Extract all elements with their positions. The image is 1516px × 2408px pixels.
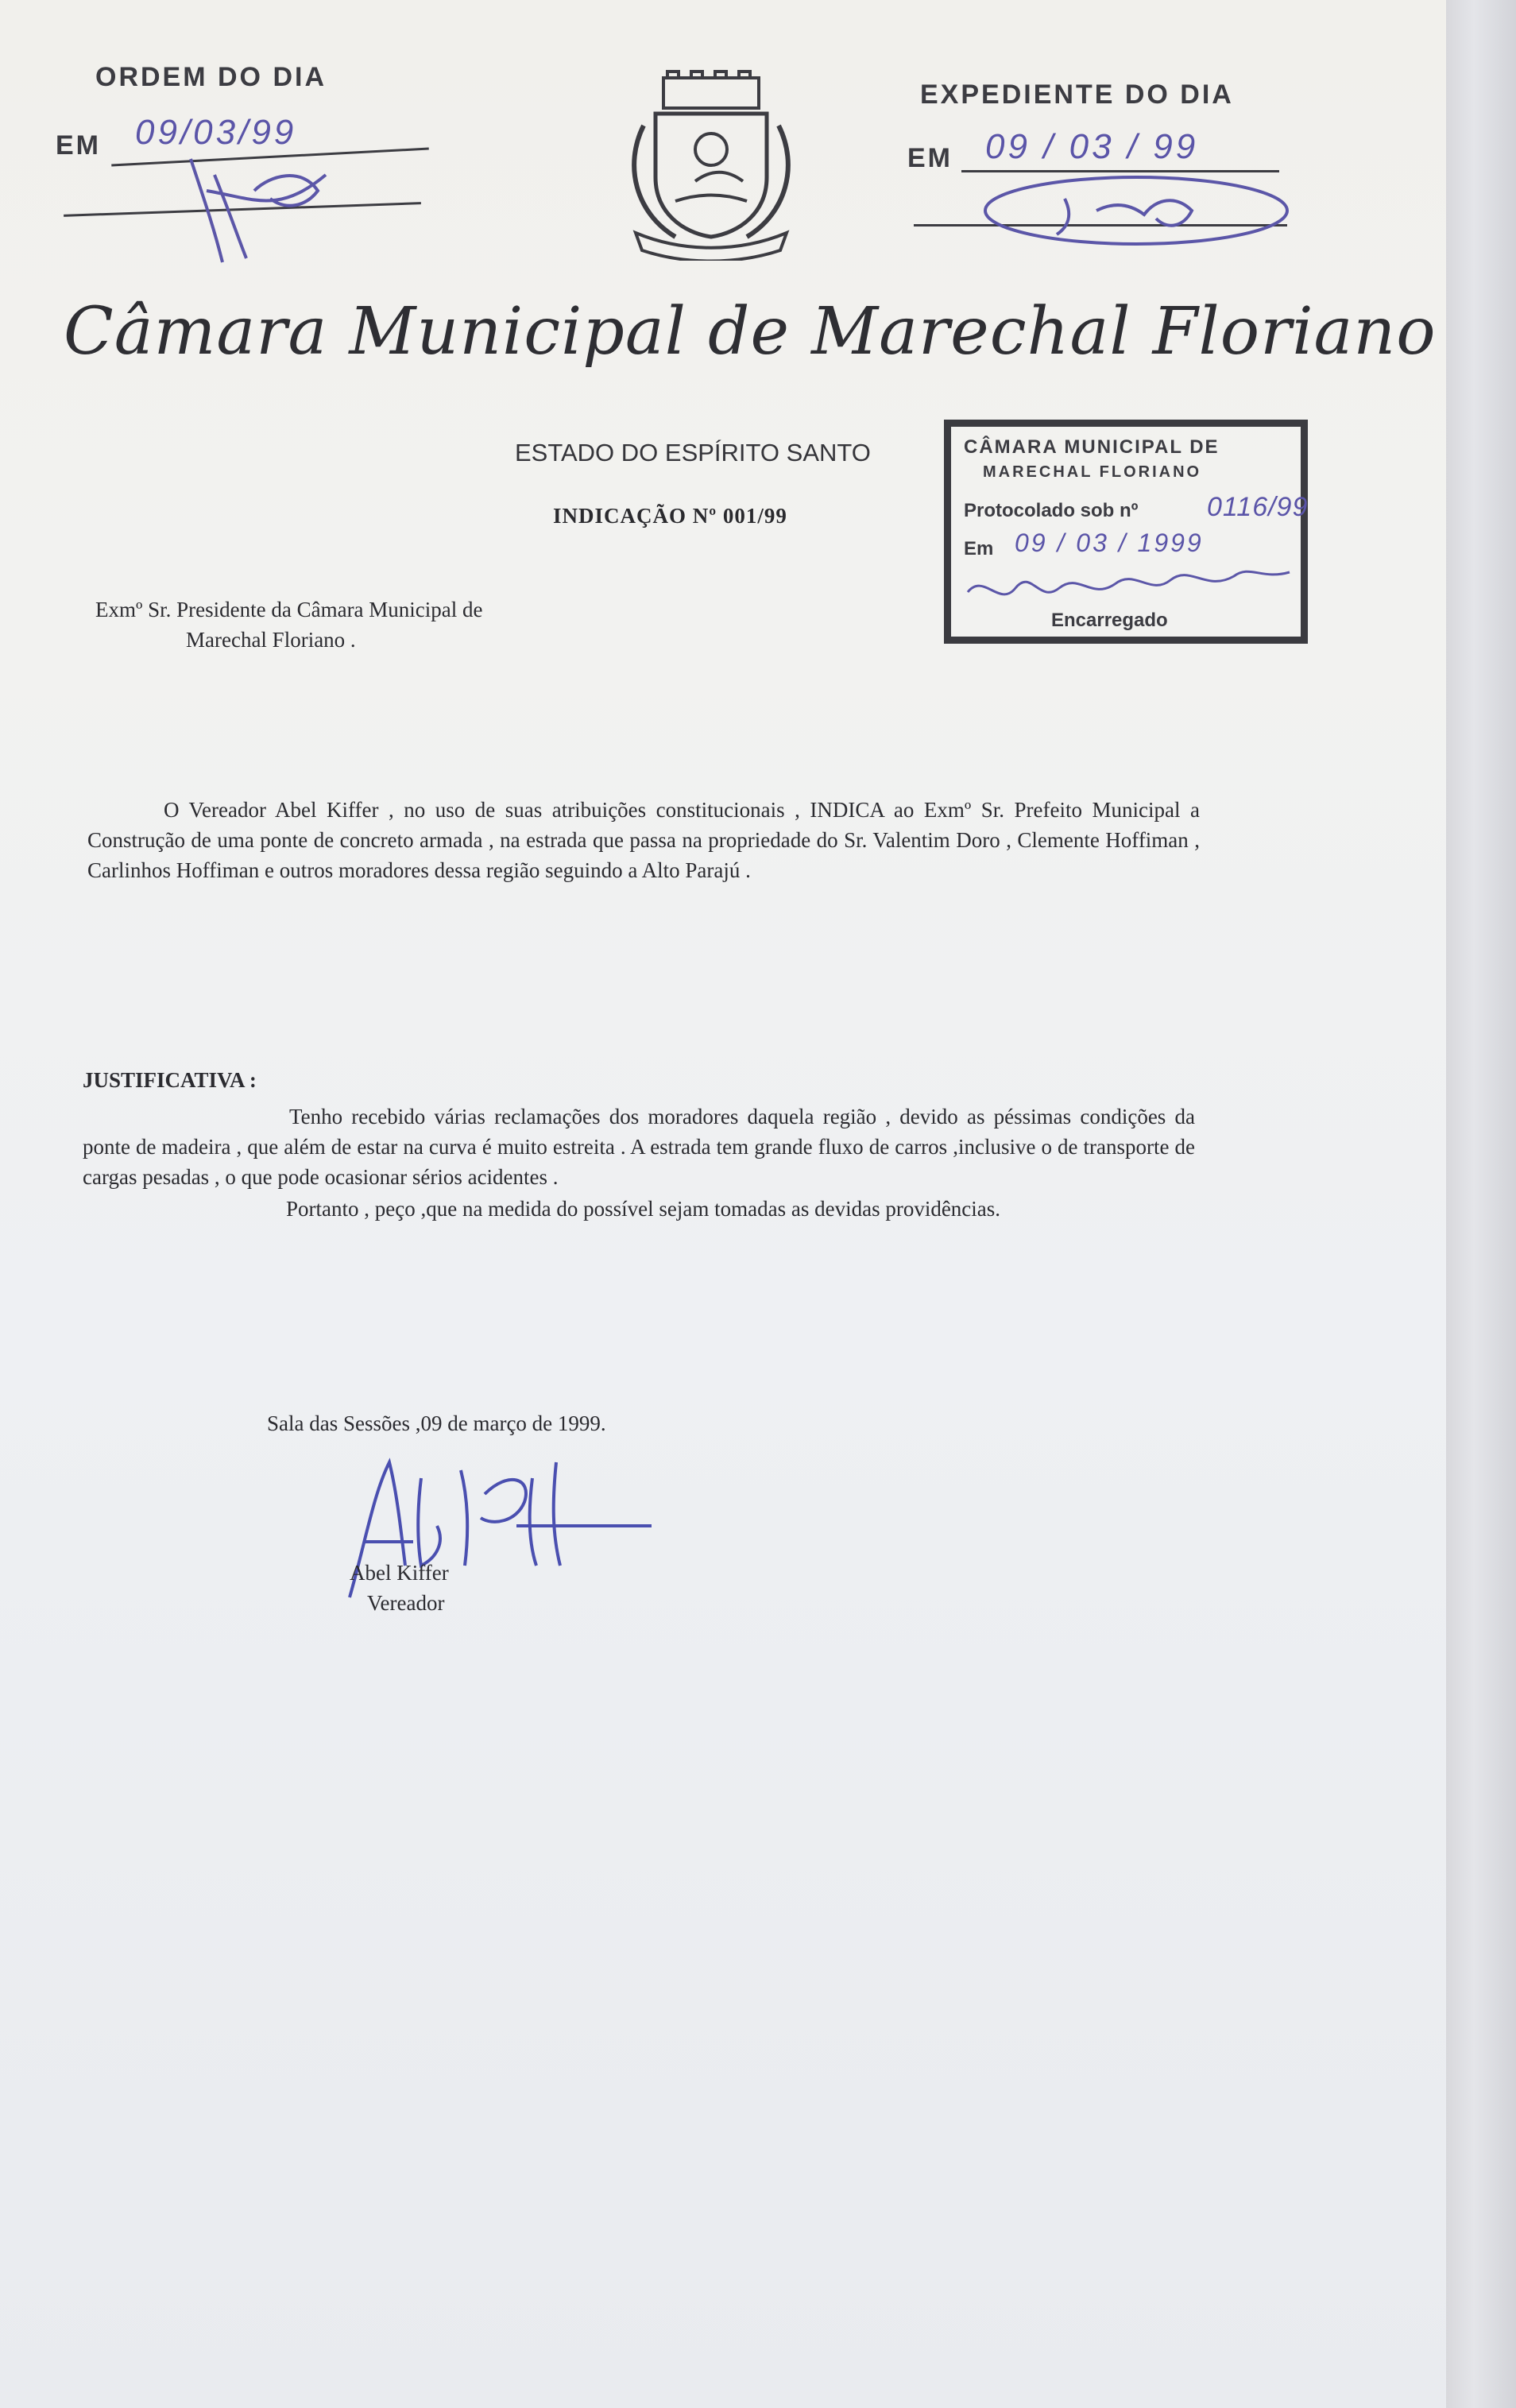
expediente-em-label: EM bbox=[907, 143, 953, 173]
justification-paragraph-1: Tenho recebido várias reclamações dos moradores daquela região , devido as péssimas condições da ponte de madeira , que além de estar na curva é muito estreita . A estrada tem grande fluxo de carros ,inclusive o de transporte de cargas pesadas , o que pode ocasionar sérios acidentes . bbox=[83, 1105, 1195, 1189]
coat-of-arms-icon bbox=[620, 70, 802, 261]
ordem-date: 09/03/99 bbox=[135, 113, 297, 152]
protocol-label: Protocolado sob nº bbox=[964, 500, 1139, 521]
councilman-role: Vereador bbox=[367, 1591, 445, 1615]
protocol-number: 0116/99 bbox=[1207, 492, 1309, 522]
ordem-em-label: EM bbox=[56, 130, 101, 161]
councilman-name: Abel Kiffer bbox=[350, 1561, 449, 1585]
institution-title: Câmara Municipal de Marechal Floriano bbox=[64, 294, 1437, 370]
expediente-signature-image bbox=[969, 167, 1303, 254]
expediente-do-dia-title: EXPEDIENTE DO DIA bbox=[920, 79, 1234, 110]
justification-paragraph-2: Portanto , peço ,que na medida do possível sejam tomadas as devidas providências. bbox=[286, 1197, 1001, 1221]
justification-heading: JUSTIFICATIVA : bbox=[83, 1068, 257, 1092]
page-edge bbox=[1446, 0, 1516, 2408]
protocol-stamp bbox=[944, 420, 1308, 644]
place-and-date: Sala das Sessões ,09 de março de 1999. bbox=[267, 1411, 606, 1435]
indicacao-number: INDICAÇÃO Nº 001/99 bbox=[553, 504, 787, 528]
protocol-em-label: Em bbox=[964, 538, 994, 559]
ordem-signature-image bbox=[159, 143, 365, 270]
addressee-line2: Marechal Floriano . bbox=[186, 628, 356, 652]
protocol-signature-image bbox=[964, 568, 1297, 608]
protocol-date: 09 / 03 / 1999 bbox=[1015, 528, 1204, 557]
ordem-do-dia-title: ORDEM DO DIA bbox=[95, 62, 327, 92]
indication-paragraph: O Vereador Abel Kiffer , no uso de suas atribuições constitucionais , INDICA ao Exmº Sr. Prefeito Municipal a Construção de uma ponte de concreto armada , na estrada que passa na propriedade do Sr. Valentim Doro , Clemente Hoffiman , Carlinhos Hoffiman e outros moradores dessa região seguindo a Alto Parajú . bbox=[87, 798, 1200, 882]
addressee-line1: Exmº Sr. Presidente da Câmara Municipal de bbox=[95, 598, 483, 621]
protocol-line1: CÂMARA MUNICIPAL DE bbox=[964, 436, 1220, 458]
expediente-date: 09 / 03 / 99 bbox=[985, 127, 1199, 166]
state-name: ESTADO DO ESPÍRITO SANTO bbox=[515, 439, 871, 467]
protocol-role: Encarregado bbox=[1051, 610, 1168, 631]
protocol-line2: MARECHAL FLORIANO bbox=[983, 463, 1202, 481]
